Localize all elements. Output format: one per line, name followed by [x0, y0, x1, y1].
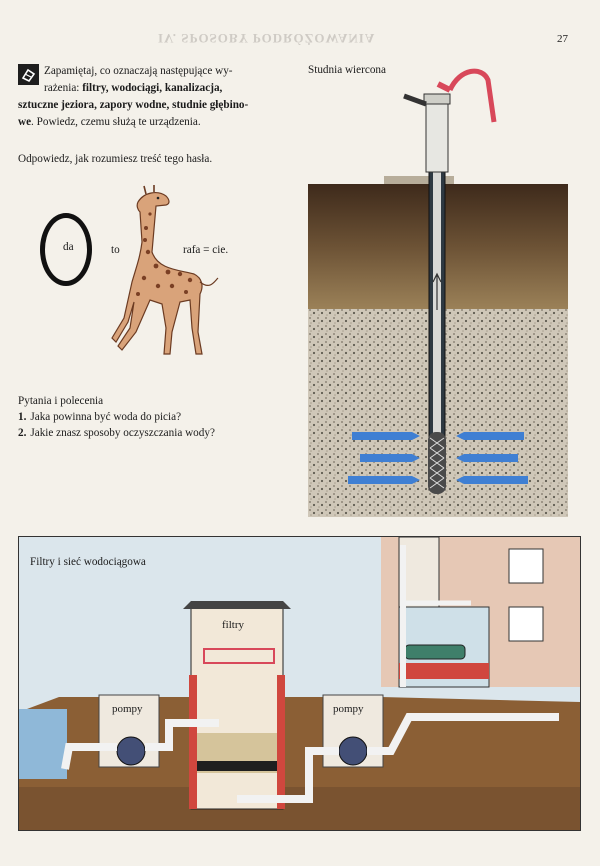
- memo-intro: Zapamiętaj, co oznaczają następujące wy-: [44, 65, 233, 77]
- label-filters: filtry: [222, 619, 244, 631]
- questions-heading: Pytania i polecenia: [18, 395, 104, 407]
- water-network-illustration: [19, 537, 580, 830]
- label-pumps-right: pompy: [333, 703, 364, 715]
- rebus-word-rafa: rafa = cie.: [183, 244, 229, 256]
- well-title: Studnia wiercona: [308, 64, 386, 76]
- memo-terms-c: we: [18, 116, 32, 128]
- memo-terms-b: sztuczne jeziora, zapory wodne, studnie głębino-: [18, 99, 249, 111]
- rebus-inner-text: da: [63, 241, 74, 253]
- label-pumps-left: pompy: [112, 703, 143, 715]
- filters-diagram-title: Filtry i sieć wodociągowa: [30, 556, 146, 568]
- page-number: 27: [557, 33, 568, 45]
- memo-terms-a: filtry, wodociągi, kanalizacja,: [82, 82, 223, 94]
- questions-block: [18, 393, 215, 441]
- memo-paragraph: [18, 63, 290, 131]
- memo-line4-rest: . Powiedz, czemu służą te urządzenia.: [31, 116, 201, 128]
- bleed-through-header: IV. SPOSOBY PODRÓŻOWANIA: [158, 31, 376, 46]
- question-item: 1. Jaka powinna być woda do picia?: [18, 411, 182, 423]
- memo-line2-prefix: rażenia:: [44, 82, 83, 94]
- giraffe-illustration: [110, 182, 225, 362]
- rebus-word-to: to: [111, 244, 120, 256]
- slogan-instruction: Odpowiedz, jak rozumiesz treść tego hasła.: [18, 153, 213, 165]
- question-item: 2. Jakie znasz sposoby oczyszczania wody?: [18, 427, 215, 439]
- drilled-well-illustration: [300, 60, 572, 520]
